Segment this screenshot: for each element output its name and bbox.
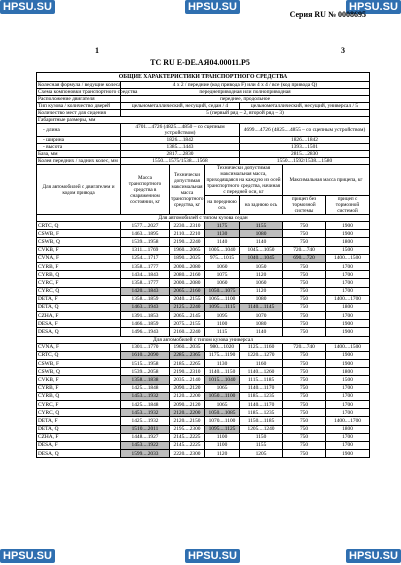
table-cell: 1050....1085 [205,409,240,417]
header-front-axle: на переднюю ось [205,196,240,215]
watermark: HPSU.SU [185,0,240,14]
table-cell: 1065 [205,400,240,408]
engine-code-cell: DETA, Q [37,303,121,311]
track-label: Колея передних / задних колес, мм [37,158,121,165]
table-cell: 1700 [326,279,370,287]
table-cell: 1120 [240,271,283,279]
table-row [37,262,370,270]
table-cell: 2160....2240 [170,328,205,336]
table-cell: 1400....1700 [326,295,370,303]
table-cell: 1050....1100 [205,392,240,400]
table-cell: 1700 [326,409,370,417]
table-cell: 1400....1500 [326,343,370,351]
table-cell: 1700 [326,262,370,270]
table-cell: 1095....1125 [205,425,240,433]
table-cell: 1140 [205,238,240,246]
table-cell: 2190....2240 [170,238,205,246]
page-number-left: 1 [95,46,99,55]
header-max-mass: Технически допустимая максимальная масса транспортного средства, кг [170,165,205,215]
table-cell: 1358....1777 [121,279,170,287]
engine-code-cell: DESA, Q [37,328,121,336]
table-cell: 1060 [205,279,240,287]
table-cell: 1175 [205,222,240,230]
table-row [37,254,370,262]
table-cell: 1140....1145 [240,303,283,311]
gen-value: 4 x 2 / передние (код привода F) или 4 x 4 / все (код привода Q) [121,82,370,89]
table-cell: 1100 [205,441,240,449]
table-cell: 2125....2240 [170,303,205,311]
table-cell: 2075....2155 [170,320,205,328]
engine-code-cell: DESA, F [37,320,121,328]
table-cell: 1700 [326,384,370,392]
engine-code-cell: CSWB, F [37,360,121,368]
table-cell: 1510....2011 [121,425,170,433]
sedan-section-title: Для автомобилей с типом кузова седан [37,215,370,222]
engine-code-cell: CYRC, F [37,279,121,287]
table-row [37,238,370,246]
engine-code-cell: CYRC, Q [37,409,121,417]
header-engine-code: Для автомобилей с двигателем и кодом привода [37,165,121,215]
engine-code-cell: DESA, F [37,441,121,449]
width-sedan: 1826....1842 [121,137,240,144]
table-cell: 2190....2310 [170,368,205,376]
table-cell: 1095 [205,312,240,320]
table-cell: 1700 [326,441,370,449]
table-cell: 2090....2120 [170,400,205,408]
engine-code-cell: CVKB, F [37,246,121,254]
table-cell: 1205....1240 [240,425,283,433]
length-sedan: 4701....4726 (4825....4850 – со сцепным устройством) [121,124,240,137]
table-cell: 1900 [326,450,370,458]
table-row [37,287,370,295]
table-cell: 1434....1843 [121,271,170,279]
table-row [37,392,370,400]
engine-code-cell: DETA, Q [37,425,121,433]
table-cell: 1311....1769 [121,246,170,254]
engine-code-cell: CSWB, F [37,230,121,238]
table-cell: 1155 [240,222,283,230]
table-row [37,441,370,449]
table-cell: 1358....1859 [121,295,170,303]
header-trailer-unbraked: прицеп без тормозной системы [283,196,326,215]
table-cell: 1453....1932 [121,392,170,400]
table-cell: 1800 [326,425,370,433]
table-cell: 1425....1932 [121,417,170,425]
table-cell: 1115....1185 [240,376,283,384]
table-row [37,303,370,311]
table-row [37,376,370,384]
table-cell: 2000....2080 [170,262,205,270]
table-row [37,222,370,230]
width-label: - ширина [37,137,121,144]
table-row [37,384,370,392]
table-cell: 1205 [240,450,283,458]
table-cell: 1100 [205,433,240,441]
table-row [37,295,370,303]
table-row [37,425,370,433]
table-cell: 1015....1040 [205,376,240,384]
table-cell: 1391....1853 [121,312,170,320]
header-curb-mass: Масса транспортного средства в снаряженном состоянии, кг [121,165,170,215]
table-row [37,368,370,376]
table-cell: 1800 [326,303,370,311]
table-cell: 750 [283,450,326,458]
engine-code-cell: CYRC, F [37,400,121,408]
table-cell: 1610....2090 [121,351,170,359]
table-cell: 1900 [326,360,370,368]
table-cell: 1050 [240,262,283,270]
general-title: ОБЩИЕ ХАРАКТЕРИСТИКИ ТРАНСПОРТНОГО СРЕДСТВА [37,73,370,82]
table-row [37,279,370,287]
engine-code-cell: CVNA, F [37,254,121,262]
table-cell: 1185....1235 [240,392,283,400]
table-cell: 2120....2150 [170,417,205,425]
engine-code-cell: CZHA, F [37,312,121,320]
table-cell: 1140....1170 [240,400,283,408]
table-cell: 1160 [240,360,283,368]
height-sedan: 1385....1443 [121,144,240,151]
table-cell: 1453....1922 [121,441,170,449]
engine-code-cell: CSWB, Q [37,368,121,376]
table-cell: 1900 [326,351,370,359]
engine-code-cell: CYRB, F [37,262,121,270]
table-cell: 1900 [326,320,370,328]
table-cell: 1140....1260 [240,368,283,376]
table-cell: 1130 [205,360,240,368]
table-cell: 1800 [326,368,370,376]
table-cell: 1095....1115 [205,303,240,311]
table-cell: 1700 [326,392,370,400]
gen-label: Расположение двигателя [37,96,121,103]
wagon-section-title: Для автомобилей с типом кузова универсал [37,336,370,343]
table-cell: 1425....1848 [121,384,170,392]
table-cell: 1050....1075 [205,287,240,295]
general-characteristics-table [36,72,370,458]
engine-code-cell: CVNA, F [37,343,121,351]
table-cell: 1539....1958 [121,238,170,246]
table-row [37,312,370,320]
table-cell: 750 [283,392,326,400]
engine-code-cell: CYRB, Q [37,271,121,279]
table-cell: 1466....1859 [121,320,170,328]
table-cell: 2120....2200 [170,409,205,417]
engine-code-cell: CSWB, Q [37,238,121,246]
table-cell: 1700 [326,400,370,408]
table-cell: 1045....1050 [240,246,283,254]
table-cell: 1060 [240,279,283,287]
table-cell: 1425....1848 [121,400,170,408]
table-cell: 1700 [326,271,370,279]
table-cell: 1900 [326,222,370,230]
body-type-label: Тип кузова / количество дверей [37,103,121,110]
header-trailer-braked: прицеп с тормозной системой [326,196,370,215]
table-cell: 2145....2225 [170,433,205,441]
table-row [37,271,370,279]
table-cell: 2000....2080 [170,279,205,287]
table-cell: 1120 [240,287,283,295]
table-cell: 1080 [240,230,283,238]
table-cell: 750 [283,360,326,368]
table-cell: 750 [283,417,326,425]
table-cell: 720....740 [283,343,326,351]
engine-code-cell: DETA, F [37,295,121,303]
base-label: База, мм [37,151,121,158]
table-cell: 1100 [205,320,240,328]
table-row [37,450,370,458]
table-cell: 2285....2365 [170,351,205,359]
table-cell: 1115 [205,328,240,336]
table-cell: 1301....1770 [121,343,170,351]
table-cell: 1080 [240,295,283,303]
table-cell: 1254....1717 [121,254,170,262]
table-cell: 750 [283,238,326,246]
table-cell: 2185....2265 [170,360,205,368]
table-cell: 1070 [240,312,283,320]
wagon-rows [37,343,370,458]
table-cell: 1140 [240,238,283,246]
table-cell: 1220....1270 [240,351,283,359]
engine-code-cell: CVKB, F [37,376,121,384]
table-cell: 1070....1100 [205,417,240,425]
gen-label: Схема компоновки транспортного средства [38,89,138,95]
height-wagon: 1393....1501 [240,144,370,151]
body-type-sedan: цельнометаллический, несущий, седан / 4 [121,103,240,110]
table-cell: 1185....1235 [240,409,283,417]
certificate-serial: Серия RU № 0008695 [289,10,366,19]
table-cell: 1960....2065 [170,246,205,254]
length-wagon: 4699....4726 (4825....4855 – со сцепным устройством) [240,124,370,137]
table-cell: 1040....1045 [240,254,283,262]
table-row [37,400,370,408]
table-cell: 2195....2300 [170,425,205,433]
table-cell: 2120....2200 [170,392,205,400]
table-cell: 750 [283,433,326,441]
table-cell: 1065....1100 [205,295,240,303]
header-trailer-mass: Максимальная масса прицепа, кг [283,165,370,196]
table-cell: 1140....1170 [240,384,283,392]
watermark: HPSU.SU [185,549,240,563]
table-cell: 750 [283,328,326,336]
table-cell: 750 [283,262,326,270]
table-cell: 2065....2145 [170,312,205,320]
height-label: - высота [37,144,121,151]
table-cell: 750 [283,222,326,230]
header-axle-mass: Технически допустимая максимальная масса, приходящаяся на каждую из осей транспортного средства, начиная с передней оси, кг [206,165,281,195]
table-cell: 1358....1838 [121,376,170,384]
engine-code-cell: DETA, F [37,417,121,425]
table-cell: 2065....2160 [170,287,205,295]
track-sedan: 1550....1575/1538....1568 [121,158,240,165]
table-cell: 1358....1777 [121,262,170,270]
table-row [37,246,370,254]
watermark: HPSU.SU [346,549,401,563]
table-cell: 1539....2058 [121,368,170,376]
table-cell: 750 [283,400,326,408]
table-row [37,320,370,328]
table-cell: 2090....2120 [170,384,205,392]
table-cell: 690....720 [283,254,326,262]
table-cell: 750 [283,351,326,359]
table-cell: 2080....2160 [170,271,205,279]
table-cell: 1420....1843 [121,287,170,295]
table-row [37,433,370,441]
gen-value: переднеприводная или полноприводная [121,89,370,96]
table-row [37,328,370,336]
table-cell: 1900 [326,230,370,238]
header-rear-axle: на заднюю ось [240,196,283,215]
table-cell: 750 [283,320,326,328]
table-cell: 1700 [326,287,370,295]
table-cell: 1065 [205,384,240,392]
length-label: - длина [37,124,121,137]
table-cell: 1463....1943 [121,303,170,311]
table-cell: 1900 [326,328,370,336]
table-cell: 1500 [326,376,370,384]
table-cell: 750 [283,376,326,384]
table-cell: 2040....2155 [170,295,205,303]
table-cell: 750 [283,295,326,303]
engine-code-cell: CZHA, F [37,433,121,441]
gen-label: Колесная формула / ведущие колеса [38,82,121,88]
body-type-wagon: цельнометаллический, несущий, универсал / 5 [240,103,370,110]
engine-code-cell: DESA, Q [37,450,121,458]
dimensions-label: Габаритные размеры, мм [37,117,370,124]
watermark: HPSU.SU [0,0,55,14]
table-cell: 1800 [326,238,370,246]
engine-code-cell: CYRB, F [37,384,121,392]
table-cell: 1700 [326,312,370,320]
table-cell: 1463....1895 [121,230,170,238]
base-wagon: 2815....2830 [240,151,370,158]
document-title: ТС RU Е-DE.АЯ04.00011.Р5 [150,58,250,67]
table-cell: 1140....1150 [205,368,240,376]
table-cell: 1005....1040 [205,246,240,254]
table-cell: 1120 [205,450,240,458]
characteristics-sheet [36,72,369,458]
table-cell: 750 [283,312,326,320]
track-wagon: 1550....1592/1538....1580 [240,158,370,165]
gen-value: переднее, продольное [121,96,370,103]
table-row [37,230,370,238]
table-cell: 1599....2033 [121,450,170,458]
table-cell: 1175....1190 [205,351,240,359]
table-cell: 750 [283,425,326,433]
sedan-rows [37,222,370,337]
seats-value: 5 (первый ряд – 2, второй ряд – 3) [121,110,370,117]
table-row [37,409,370,417]
table-row [37,417,370,425]
table-cell: 750 [283,287,326,295]
engine-code-cell: CYRB, Q [37,392,121,400]
table-cell: 1500 [326,246,370,254]
table-cell: 980....1020 [205,343,240,351]
table-cell: 1890....2025 [170,254,205,262]
table-cell: 750 [283,384,326,392]
engine-code-cell: CYRC, Q [37,287,121,295]
table-cell: 750 [283,279,326,287]
table-cell: 1150....1185 [240,417,283,425]
table-cell: 1577....2027 [121,222,170,230]
table-row [37,351,370,359]
table-cell: 1400....1500 [326,254,370,262]
table-cell: 1150 [240,433,283,441]
table-cell: 2220....2300 [170,450,205,458]
watermark: HPSU.SU [346,0,401,14]
table-cell: 750 [283,368,326,376]
table-cell: 2145....2225 [170,441,205,449]
table-cell: 1060 [205,262,240,270]
table-cell: 1125....1160 [240,343,283,351]
table-cell: 1080 [240,320,283,328]
table-cell: 1140 [240,328,283,336]
width-wagon: 1826....1842 [240,137,370,144]
seats-label: Количество мест для сидения [37,110,121,117]
table-cell: 1453....1932 [121,409,170,417]
table-row [37,360,370,368]
table-cell: 1515....1958 [121,360,170,368]
table-cell: 2035....2140 [170,376,205,384]
table-cell: 720....740 [283,246,326,254]
page-number-right: 3 [341,46,345,55]
table-cell: 1448....1927 [121,433,170,441]
table-cell: 1496....1943 [121,328,170,336]
table-row [37,343,370,351]
engine-code-cell: CRTC, Q [37,351,121,359]
table-cell: 2230....2310 [170,222,205,230]
table-cell: 750 [283,441,326,449]
table-cell: 1155 [240,441,283,449]
table-cell: 1130 [205,230,240,238]
base-sedan: 2817....2830 [121,151,240,158]
table-cell: 975....1015 [205,254,240,262]
engine-code-cell: CRTC, Q [37,222,121,230]
table-cell: 1075 [205,271,240,279]
table-cell: 2110....2210 [170,230,205,238]
table-cell: 1400....1700 [326,417,370,425]
watermark: HPSU.SU [0,549,55,563]
table-cell: 1960....2035 [170,343,205,351]
table-cell: 750 [283,409,326,417]
table-cell: 750 [283,230,326,238]
table-cell: 750 [283,303,326,311]
table-cell: 750 [283,271,326,279]
table-cell: 1700 [326,433,370,441]
